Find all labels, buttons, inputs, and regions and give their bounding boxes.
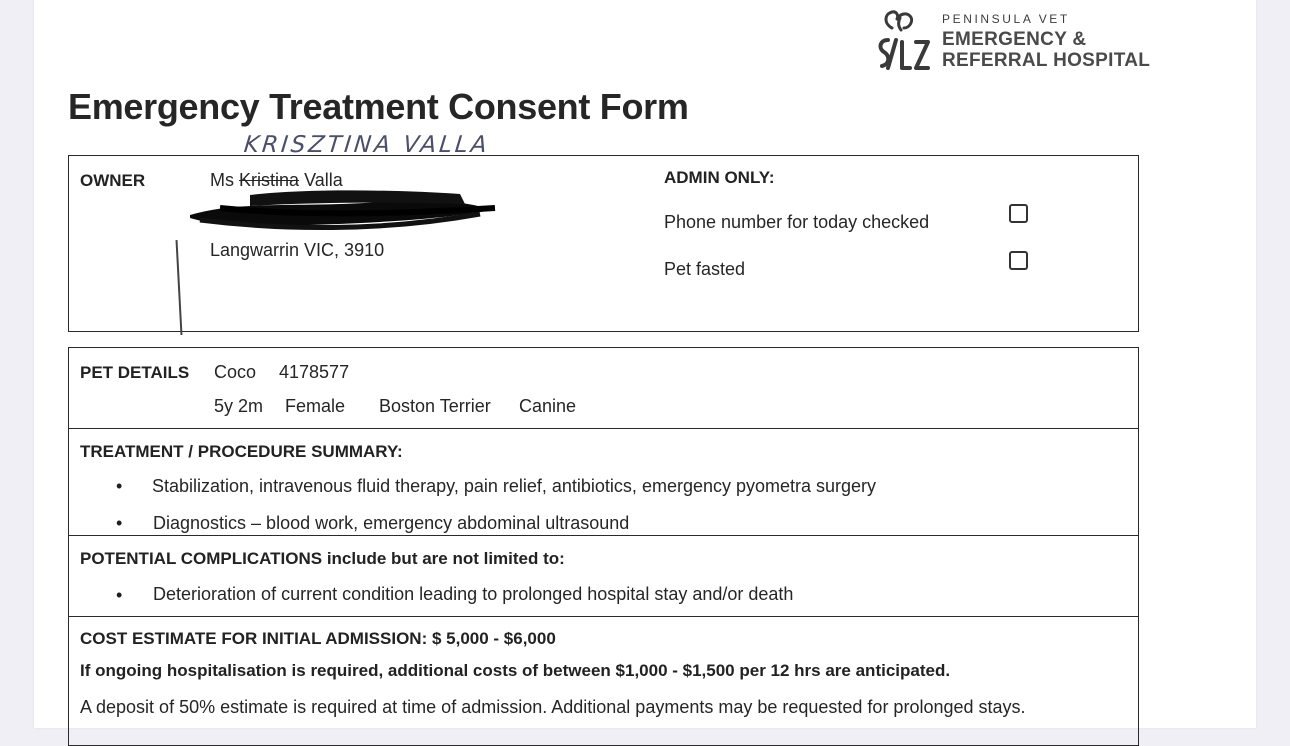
owner-label: OWNER xyxy=(80,171,146,190)
treatment-item-2: Diagnostics – blood work, emergency abdominal ultrasound xyxy=(153,513,630,533)
pet-fasted-checkbox[interactable] xyxy=(1009,251,1028,270)
admin-only-label: ADMIN ONLY: xyxy=(664,168,775,187)
hospital-logo xyxy=(870,6,934,74)
pet-breed: Boston Terrier xyxy=(379,396,491,416)
owner-address-line: Langwarrin VIC, 3910 xyxy=(210,240,385,260)
bullet-icon: • xyxy=(116,476,123,496)
cost-ongoing: If ongoing hospitalisation is required, additional costs of between $1,000 - $1,500 per 12 hrs are anticipated. xyxy=(80,661,951,680)
admin-item-phone-checked: Phone number for today checked xyxy=(664,212,930,232)
pet-species: Canine xyxy=(519,396,577,416)
treatment-heading: TREATMENT / PROCEDURE SUMMARY: xyxy=(80,442,403,461)
bullet-icon: • xyxy=(116,513,123,533)
phone-checked-checkbox[interactable] xyxy=(1009,204,1028,223)
pet-id: 4178577 xyxy=(279,362,350,382)
owner-title: Ms xyxy=(210,170,234,190)
form-title: Emergency Treatment Consent Form xyxy=(68,86,689,127)
complications-heading: POTENTIAL COMPLICATIONS include but are not limited to: xyxy=(80,549,565,568)
handwritten-name: KRISZTINA VALLA xyxy=(242,132,491,158)
admin-item-pet-fasted: Pet fasted xyxy=(664,259,746,279)
logo-line-3: REFERRAL HOSPITAL xyxy=(942,50,1151,71)
redaction-mark xyxy=(180,180,510,240)
owner-first-name-struck: Kristina xyxy=(239,170,300,190)
pet-sex: Female xyxy=(285,396,346,416)
treatment-item-1: Stabilization, intravenous fluid therapy, pain relief, antibiotics, emergency pyometra surgery xyxy=(152,476,877,496)
cost-heading: COST ESTIMATE FOR INITIAL ADMISSION: $ 5,000 - $6,000 xyxy=(80,629,556,648)
pet-details-label: PET DETAILS xyxy=(80,363,190,382)
complication-item-1: Deterioration of current condition leading to prolonged hospital stay and/or death xyxy=(153,584,794,604)
pet-name: Coco xyxy=(214,362,257,382)
owner-surname: Valla xyxy=(304,170,343,190)
logo-line-2: EMERGENCY & xyxy=(942,29,1087,50)
logo-line-1: PENINSULA VET xyxy=(942,12,1070,26)
pet-age: 5y 2m xyxy=(214,396,264,416)
bullet-icon: • xyxy=(116,585,123,605)
cost-deposit: A deposit of 50% estimate is required at time of admission. Additional payments may be requested for prolonged stays. xyxy=(80,697,1026,717)
